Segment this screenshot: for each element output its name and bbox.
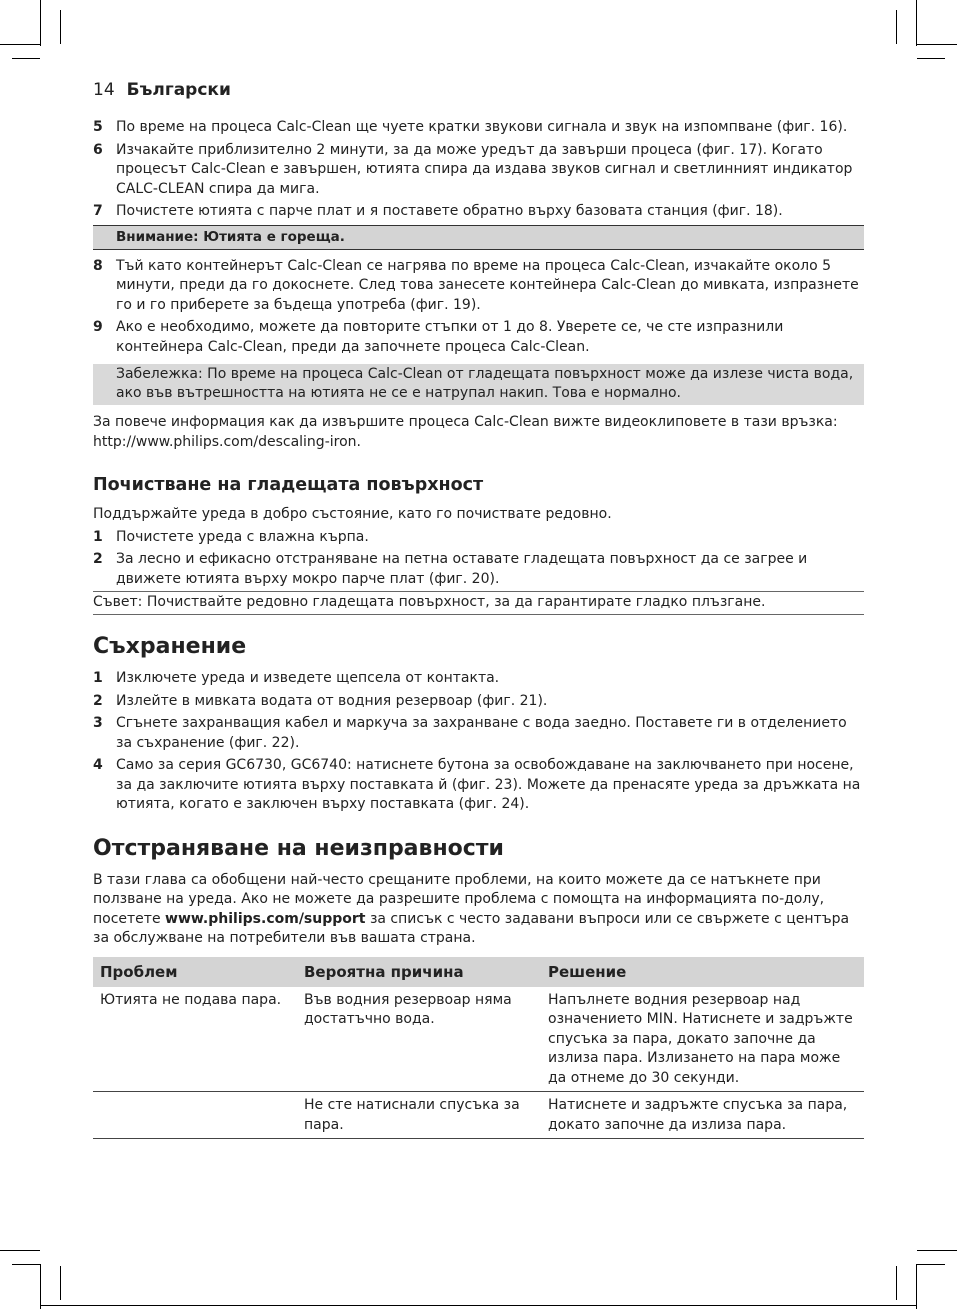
crop-mark: [917, 1250, 957, 1251]
table-cell: Не сте натиснали спусъка за пара.: [297, 1092, 541, 1139]
table-cell: Във водния резервоар няма достатъчно вода.: [297, 987, 541, 1092]
page-number: 14: [93, 80, 115, 100]
crop-mark: [0, 1250, 40, 1251]
crop-mark: [40, 0, 41, 46]
trim-line: [40, 1305, 917, 1306]
crop-mark: [917, 44, 957, 45]
list-item: 5 По време на процеса Calc-Clean ще чуете кратки звукови сигнала и звук на изпомпване (фиг. 16).: [93, 119, 848, 135]
crop-mark: [916, 0, 917, 46]
crop-mark: [60, 10, 61, 44]
list-item: 2 За лесно и ефикасно отстраняване на петна оставате гладещата повърхност да се загрее и движете ютията върху мокро парче плат (фиг. 20).: [93, 551, 808, 587]
soleplate-heading: Почистване на гладещата повърхност: [93, 475, 484, 495]
note-box: Забележка: По време на процеса Calc-Clean от гладещата повърхност може да излезе чиста вода, ако във вътрешността на ютията не се е натрупал накип. Това е нормално.: [93, 364, 864, 405]
column-header: Вероятна причина: [297, 957, 541, 987]
list-item: 6 Изчакайте приблизително 2 минути, за да може уредът да завърши процеса (фиг. 17). Когато процесът Calc-Clean е завършен, ютията спира да издава звуков сигнал и светлинният индикатор CALC-CLEAN спира да мига.: [93, 141, 853, 197]
troubleshooting-intro: В тази глава са обобщени най-често срещаните проблеми, на които можете да се натъкнете при ползване на уреда. Ако не можете да разрешите проблема с помощта на информацията по-долу, посетете www.philips.com/support за списък с често задавани въпроси или се свържете с центъра за обслужване на потребители във вашата страна.: [93, 871, 850, 946]
warning-box: Внимание: Ютията е гореща.: [93, 225, 864, 250]
troubleshooting-heading: Отстраняване на неизправности: [93, 835, 504, 861]
table-row: [93, 987, 864, 1092]
troubleshooting-table: [93, 957, 864, 1140]
column-header: Проблем: [93, 957, 297, 987]
crop-mark: [40, 1264, 41, 1309]
storage-heading: Съхранение: [93, 634, 247, 659]
crop-mark: [916, 1264, 917, 1309]
table-row: [93, 1092, 864, 1139]
table-cell: Натиснете и задръжте спусъка за пара, докато започне да излиза пара.: [541, 1092, 864, 1139]
crop-mark: [12, 1264, 40, 1265]
table-cell: [93, 1092, 297, 1139]
crop-mark: [0, 44, 40, 45]
crop-mark: [12, 58, 40, 59]
crop-mark: [60, 1266, 61, 1300]
list-item: 3 Сгънете захранващия кабел и маркуча за захранване с вода заедно. Поставете ги в отделението за съхранение (фиг. 22).: [93, 715, 847, 751]
list-item: 9 Ако е необходимо, можете да повторите стъпки от 1 до 8. Уверете се, че сте изпразнили контейнера Calc-Clean, преди да започнете процеса Calc-Clean.: [93, 319, 784, 355]
page-content: [93, 80, 864, 1139]
more-info-paragraph: За повече информация как да извършите процеса Calc-Clean вижте видеоклиповете в тази връзка: http://www.philips.com/descaling-iron.: [93, 414, 838, 450]
crop-mark: [896, 1266, 897, 1300]
soleplate-intro: Поддържайте уреда в добро състояние, като го почиствате редовно.: [93, 506, 612, 522]
list-item: 2 Излейте в мивката водата от водния резервоар (фиг. 21).: [93, 692, 548, 709]
crop-mark: [917, 1264, 945, 1265]
page-header: [93, 80, 864, 106]
table-cell: Напълнете водния резервоар над означението MIN. Натиснете и задръжте спусъка за пара, докато започне да излиза пара. Излизането на пара може да отнеме до 30 секунди.: [541, 987, 864, 1092]
list-item: 7 Почистете ютията с парче плат и я поставете обратно върху базовата станция (фиг. 18).: [93, 203, 783, 219]
list-item: 4 Само за серия GC6730, GC6740: натиснете бутона за освобождаване на заключването при носене, за да заключите ютията върху поставката й (фиг. 23). Можете да пренасяте уреда за дръжката на ютията, когато е заключен върху поставката (фиг. 24).: [93, 757, 861, 812]
calc-clean-steps-continued: [93, 257, 864, 358]
table-cell: Ютията не подава пара.: [93, 987, 297, 1092]
list-item: 1 Изключете уреда и изведете щепсела от контакта.: [93, 670, 500, 686]
table-header-row: [93, 957, 864, 987]
column-header: Решение: [541, 957, 864, 987]
list-item: 8 Тъй като контейнерът Calc-Clean се нагрява по време на процеса Calc-Clean, изчакайте около 5 минути, преди да го докоснете. След това занесете контейнера Calc-Clean до мивката, изпразнете го и го приберете за бъдеща употреба (фиг. 19).: [93, 257, 859, 313]
list-item: 1 Почистете уреда с влажна кърпа.: [93, 528, 369, 545]
calc-clean-steps: [93, 118, 864, 222]
language-label: Български: [126, 80, 231, 100]
crop-mark: [917, 58, 945, 59]
support-link[interactable]: www.philips.com/support: [165, 910, 366, 927]
tip-box: Съвет: Почиствайте редовно гладещата повърхност, за да гарантирате гладко плъзгане.: [93, 591, 864, 615]
crop-mark: [896, 10, 897, 44]
